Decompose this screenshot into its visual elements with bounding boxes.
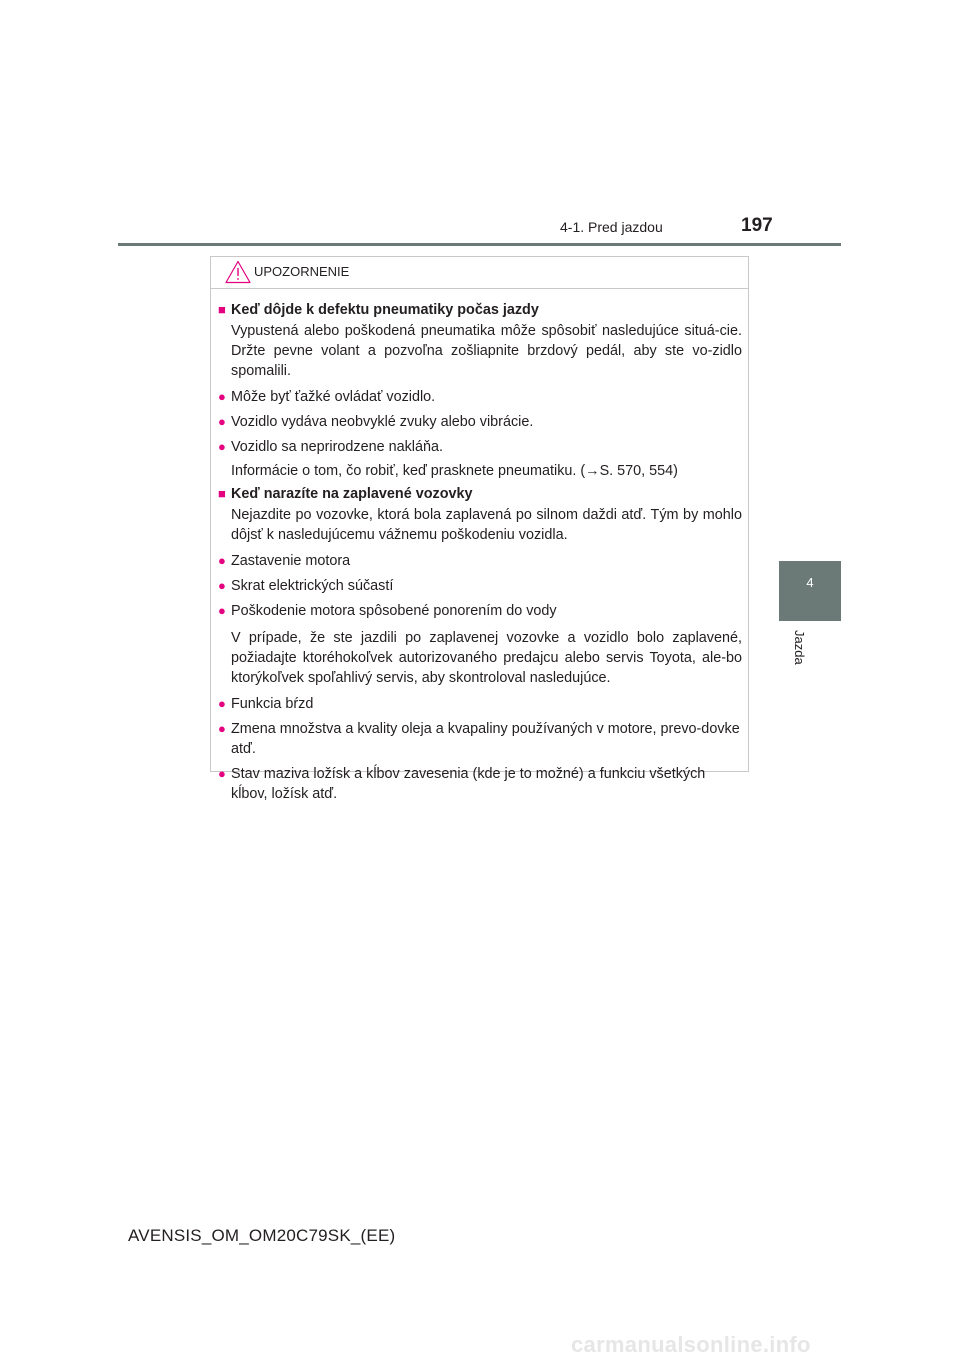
round-bullet-icon: ● [218, 553, 226, 568]
section-heading-text: Keď narazíte na zaplavené vozovky [231, 486, 473, 502]
section-heading-text: Keď dôjde k defektu pneumatiky počas jazdy [231, 302, 539, 318]
document-code: AVENSIS_OM_OM20C79SK_(EE) [128, 1226, 396, 1245]
list-item [218, 601, 742, 621]
warning-triangle-icon [225, 260, 251, 284]
paragraph: Nejazdite po vozovke, ktorá bola zaplavená po silnom daždi atď. Tým by mohlo dôjsť k nasledujúcemu vážnemu poškodeniu vozidla. [231, 507, 742, 543]
list-item [218, 764, 742, 804]
list-item-text: Funkcia bŕzd [231, 696, 314, 712]
chapter-number: 4 [806, 575, 814, 590]
caution-body [211, 289, 748, 804]
caution-title: UPOZORNENIE [254, 264, 350, 279]
list-item-text: Vozidlo vydáva neobvyklé zvuky alebo vibrácie. [231, 414, 534, 430]
chapter-label: Jazda [792, 630, 807, 665]
round-bullet-icon: ● [218, 721, 226, 736]
round-bullet-icon: ● [218, 603, 226, 618]
section-heading [218, 484, 742, 504]
list-item [218, 387, 742, 407]
round-bullet-icon: ● [218, 389, 226, 404]
chapter-tab [779, 561, 841, 621]
paragraph: V prípade, že ste jazdili po zaplavenej vozovke a vozidlo bolo zaplavené, požiadajte ktoréhokoľvek autorizovaného predajcu alebo servis Toyota, ale-bo ktorýkoľvek spoľahlivý servis, aby skontroloval nasledujúce. [231, 630, 742, 686]
list-item-text: Poškodenie motora spôsobené ponorením do vody [231, 603, 557, 619]
list-item-text: Vozidlo sa neprirodzene nakláňa. [231, 439, 444, 455]
square-bullet-icon: ■ [218, 302, 226, 317]
list-item [218, 694, 742, 714]
section-heading [218, 300, 742, 320]
header-rule [118, 243, 841, 246]
square-bullet-icon: ■ [218, 486, 226, 501]
list-item [218, 412, 742, 432]
list-item [218, 551, 742, 571]
list-item [218, 437, 742, 457]
paragraph: Informácie o tom, čo robiť, keď prasknete pneumatiku. (→S. 570, 554) [231, 463, 678, 479]
list-item [218, 719, 742, 759]
list-item-text: Zastavenie motora [231, 553, 351, 569]
section-title: 4-1. Pred jazdou [560, 219, 663, 235]
list-item-text: Zmena množstva a kvality oleja a kvapaliny používaných v motore, prevo-dovke atď. [231, 721, 740, 757]
list-item [218, 576, 742, 596]
watermark: carmanualsonline.info [571, 1332, 811, 1357]
round-bullet-icon: ● [218, 439, 226, 454]
list-item-text: Skrat elektrických súčastí [231, 578, 394, 594]
page-number: 197 [741, 215, 773, 236]
list-item-text: Stav maziva ložísk a kĺbov zavesenia (kde je to možné) a funkciu všetkých kĺbov, ložísk atď. [231, 766, 706, 802]
list-item-text: Môže byť ťažké ovládať vozidlo. [231, 389, 436, 405]
caution-header [211, 257, 748, 289]
round-bullet-icon: ● [218, 578, 226, 593]
round-bullet-icon: ● [218, 414, 226, 429]
round-bullet-icon: ● [218, 696, 226, 711]
paragraph: Vypustená alebo poškodená pneumatika môže spôsobiť nasledujúce situá-cie. Držte pevne volant a pozvoľna zošliapnite brzdový pedál, aby ste vo-zidlo spomalili. [231, 323, 742, 379]
caution-box [210, 256, 749, 802]
round-bullet-icon: ● [218, 766, 226, 781]
